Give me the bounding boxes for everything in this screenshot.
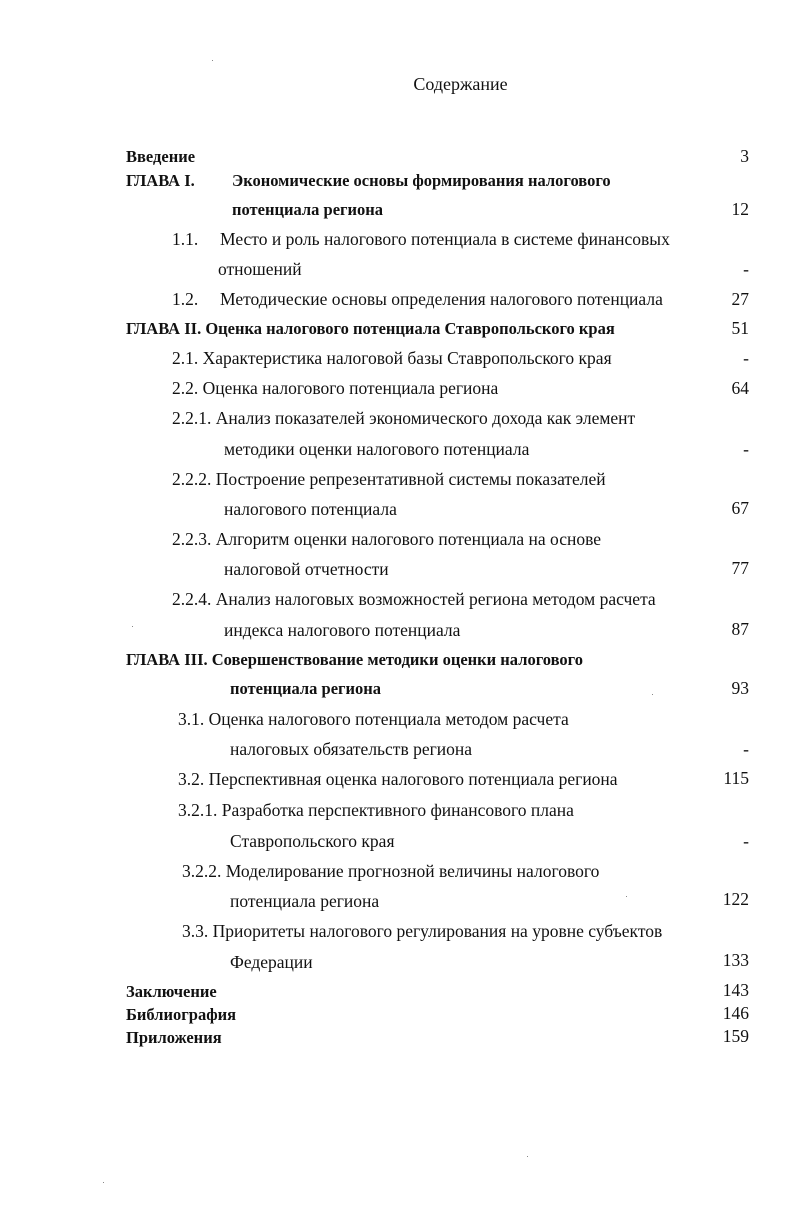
scan-speck bbox=[527, 1156, 528, 1157]
toc-page: 159 bbox=[722, 1026, 749, 1046]
toc-subsection: 3.2.2. Моделирование прогнозной величины налогового bbox=[182, 861, 600, 881]
toc-page: 133 bbox=[722, 950, 749, 970]
toc-page: 122 bbox=[722, 889, 749, 909]
toc-page: - bbox=[743, 439, 749, 459]
toc-section-title: Место и роль налогового потенциала в системе финансовых bbox=[220, 229, 670, 249]
toc-page: 51 bbox=[731, 318, 749, 338]
toc-page: - bbox=[743, 348, 749, 368]
toc-subsection: 2.2.1. Анализ показателей экономического дохода как элемент bbox=[172, 408, 636, 428]
scan-speck bbox=[212, 60, 213, 61]
toc-subsection: 2.2.2. Построение репрезентативной системы показателей bbox=[172, 469, 606, 489]
toc-page: 93 bbox=[731, 678, 749, 698]
toc-subsection-cont: налогового потенциала bbox=[224, 499, 397, 519]
toc-chapter-3: ГЛАВА III. Совершенствование методики оценки налогового bbox=[126, 650, 584, 669]
scan-speck bbox=[103, 1182, 104, 1183]
toc-subsection: 2.2.3. Алгоритм оценки налогового потенциала на основе bbox=[172, 529, 602, 549]
toc-section: 2.1. Характеристика налоговой базы Ставропольского края bbox=[172, 348, 612, 368]
toc-chapter-1-number: ГЛАВА I. bbox=[126, 171, 195, 190]
toc-subsection-cont: методики оценки налогового потенциала bbox=[224, 439, 530, 459]
scan-speck bbox=[132, 626, 133, 627]
toc-appendices: Приложения bbox=[126, 1028, 222, 1047]
toc-section: 3.3. Приоритеты налогового регулирования на уровне субъектов bbox=[182, 921, 663, 941]
toc-page: 27 bbox=[731, 289, 749, 309]
toc-page: 12 bbox=[731, 199, 749, 219]
toc-page: - bbox=[743, 739, 749, 759]
toc-page: 115 bbox=[723, 768, 749, 788]
toc-section-cont: Федерации bbox=[230, 952, 313, 972]
toc-page: 77 bbox=[731, 558, 749, 578]
toc-section: 3.1. Оценка налогового потенциала методом расчета bbox=[178, 709, 569, 729]
scan-speck bbox=[652, 694, 653, 695]
scan-speck bbox=[626, 896, 627, 897]
toc-page: 3 bbox=[740, 146, 749, 166]
toc-section-number: 1.1. bbox=[172, 229, 199, 249]
toc-subsection-cont: налоговой отчетности bbox=[224, 559, 389, 579]
toc-bibliography: Библиография bbox=[126, 1005, 237, 1024]
toc-section-cont: налоговых обязательств региона bbox=[230, 739, 473, 759]
toc-chapter-1-title: Экономические основы формирования налогового bbox=[232, 171, 611, 190]
toc-page: - bbox=[743, 831, 749, 851]
toc-page: 146 bbox=[722, 1003, 749, 1023]
toc-entry-intro: Введение bbox=[126, 147, 196, 166]
toc-chapter-1-title-cont: потенциала региона bbox=[232, 200, 384, 219]
toc-section-number: 1.2. bbox=[172, 289, 199, 309]
toc-chapter-3-cont: потенциала региона bbox=[230, 679, 382, 698]
toc-page: 143 bbox=[722, 980, 749, 1000]
toc-section: 3.2. Перспективная оценка налогового потенциала региона bbox=[178, 769, 618, 789]
toc-chapter-2: ГЛАВА II. Оценка налогового потенциала Ставропольского края bbox=[126, 319, 615, 338]
toc-subsection: 2.2.4. Анализ налоговых возможностей региона методом расчета bbox=[172, 589, 656, 609]
toc-subsection: 3.2.1. Разработка перспективного финансового плана bbox=[178, 800, 574, 820]
toc-subsection-cont: индекса налогового потенциала bbox=[224, 620, 461, 640]
toc-page: 64 bbox=[731, 378, 749, 398]
toc-page: 67 bbox=[731, 498, 749, 518]
toc-section: 2.2. Оценка налогового потенциала региона bbox=[172, 378, 499, 398]
toc-section-title-cont: отношений bbox=[218, 259, 302, 279]
toc-conclusion: Заключение bbox=[126, 982, 217, 1001]
toc-subsection-cont: потенциала региона bbox=[230, 891, 380, 911]
toc-section-title: Методические основы определения налогового потенциала bbox=[220, 289, 663, 309]
page-title: Содержание bbox=[413, 74, 508, 94]
toc-subsection-cont: Ставропольского края bbox=[230, 831, 395, 851]
toc-page: - bbox=[743, 259, 749, 279]
toc-page: 87 bbox=[731, 619, 749, 639]
